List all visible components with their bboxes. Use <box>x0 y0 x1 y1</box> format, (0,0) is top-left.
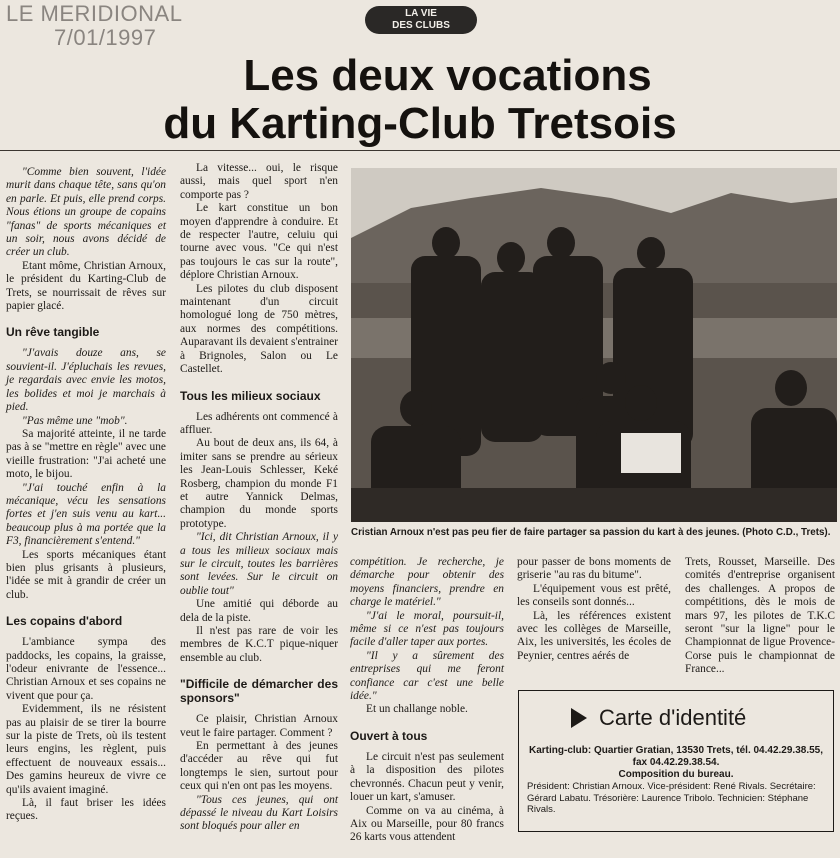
subheading: Ouvert à tous <box>350 728 428 743</box>
subheading: Tous les milieux sociaux <box>180 388 321 403</box>
paragraph: "J'avais douze ans, se souvient-il. J'épluchais les revues, je regardais avec envie les motos, les bolides et moi je marchais à pied. <box>6 347 166 414</box>
paragraph: "Il y a sûrement des entreprises qui me feront confiance car c'est une belle idée." <box>350 649 504 703</box>
photo-caption: Cristian Arnoux n'est pas peu fier de faire partager sa passion du kart à des jeunes. (Photo C.D., Trets). <box>351 527 831 538</box>
paragraph: Evidemment, ils ne résistent pas au plaisir de se tirer la bourre sur la piste de Trets, où ils testent leurs engins, les règlent, puis effectuent de nouveaux essais... Des gamins heureux de vivre ce qu'ils avaient imaginé. <box>6 703 166 796</box>
publication-date: 7/01/1997 <box>54 25 157 50</box>
paragraph: Le circuit n'est pas seulement à la disposition des pilotes chevronnés. Chacun peut y venir, louer un kart, s'amuser. <box>350 750 504 804</box>
subheading: Un rêve tangible <box>6 325 100 340</box>
paragraph: compétition. Je recherche, je démarche pour obtenir des moyens financiers, prendre en charge le matériel." <box>350 556 504 609</box>
headline-rule <box>0 150 840 151</box>
club-photo <box>351 168 837 522</box>
id-card-body <box>527 745 825 816</box>
paragraph: Ce plaisir, Christian Arnoux veut le faire partager. Comment ? <box>180 713 338 739</box>
id-card-title: Carte d'identité <box>599 705 747 730</box>
paragraph: pour passer de bons moments de griserie "au ras du bitume". <box>517 556 671 582</box>
club-address: Karting-club: Quartier Gratian, 13530 Trets, tél. 04.42.29.38.55, fax 04.42.29.38.54. <box>528 745 824 768</box>
section-rubric-badge <box>365 6 477 34</box>
column-2 <box>180 162 338 834</box>
rubric-line-2: DES CLUBS <box>392 20 450 31</box>
paragraph: Les pilotes du club disposent maintenant d'un circuit homologué long de 750 mètres, aux normes des compétitions. Auparavant ils devaient s'entrainer à Brignoles, Salon ou Le Castellet. <box>180 282 338 376</box>
paragraph: Comme on va au cinéma, à Aix ou Marseille, pour 80 francs 26 karts vous attendent <box>350 804 504 844</box>
paragraph: "J'ai touché enfin à la mécanique, vécu les sensations fortes et j'en suis venu au kart... beaucoup plus à ma portée que la F3, financièrement s'entend." <box>6 481 166 548</box>
paragraph: Le kart constitue un bon moyen d'apprendre à conduire. Et de respecter l'autre, celuiu qui tourne avec vous. "Ce qui n'est pas toujours le cas sur la route", déplore Christian Arnoux. <box>180 202 338 282</box>
paragraph: "J'ai le moral, poursuit-il, même si ce n'est pas toujours facile d'aller taper aux portes. <box>350 609 504 649</box>
paragraph: Les sports mécaniques étant bien plus grisants à plusieurs, l'idée se mit à grandir de créer un club. <box>6 548 166 601</box>
column-5 <box>685 556 835 677</box>
paragraph: L'équipement vous est prêté, les conseils sont donnés... <box>517 582 671 609</box>
subheading: Les copains d'abord <box>6 614 123 629</box>
headline-line-2: du Karting-Club Tretsois <box>163 99 677 148</box>
paragraph: Au bout de deux ans, ils 64, à imiter sans se prendre au sérieux les Jean-Louis Schlesser, Keké Rosberg, champion du monde F1 et autre Yannick Delmas, champion du monde sports prototype. <box>180 437 338 530</box>
board-heading: Composition du bureau. <box>618 769 734 780</box>
paragraph: Sa majorité atteinte, il ne tarde pas à se "mettre en règle" avec une vieille frustration: "J'ai acheté une moto, le bijou. <box>6 427 166 481</box>
rubric-line-1: LA VIE <box>405 8 437 19</box>
paragraph: Là, les références existent avec les collèges de Marseille, Aix, les universités, les écoles de Peynier, centres aérés de <box>517 609 671 662</box>
paragraph: Là, il faut briser les idées reçues. <box>6 797 166 823</box>
id-card-box <box>518 690 834 832</box>
arrow-right-icon <box>571 708 587 728</box>
paragraph: Les adhérents ont commencé à affluer. <box>180 410 338 436</box>
paragraph: Etant môme, Christian Arnoux, le président du Karting-Club de Trets, se nourrissait de rêves sur papier glacé. <box>6 259 166 313</box>
column-4 <box>517 556 671 663</box>
paragraph: Trets, Rousset, Marseille. Des comités d'entreprise organisent des challenges. A propos de compétitions, dès le mois de mars 97, les pilotes de T.K.C seront "sur la ligne" pour le Championnat de ligue Provence-Corse puis le championnat de France... <box>685 556 835 676</box>
paragraph: La vitesse... oui, le risque aussi, mais quel sport n'en comporte pas ? <box>180 162 338 201</box>
paragraph: "Ici, dit Christian Arnoux, il y a tous les milieux sociaux mais sur le circuit, toutes les barrières sont levées. Sur le circuit on oublie tout" <box>180 531 338 597</box>
board-members: Président: Christian Arnoux. Vice-président: René Rivals. Secrétaire: Gérard Labatu. Trésorière: Laurence Tribolo. Technicien: Stéphane Rivals. <box>527 781 816 815</box>
paragraph: Et un challange noble. <box>366 703 468 716</box>
paragraph: "Tous ces jeunes, qui ont dépassé le niveau du Kart Loisirs sont bloqués pour aller en <box>180 793 338 833</box>
paragraph: En permettant à des jeunes d'accéder au rêve qui fut longtemps le sien, surtout pour ceux qui n'en ont pas les moyens. <box>180 740 338 793</box>
column-3 <box>350 556 504 845</box>
paragraph: Une amitié qui déborde au dela de la piste. <box>180 598 338 624</box>
column-1 <box>6 166 166 824</box>
subheading: "Difficile de démarcher des sponsors" <box>180 677 338 706</box>
article-headline <box>0 52 840 148</box>
paragraph: "Comme bien souvent, l'idée murit dans chaque tête, sans qu'on en parle. Et puis, elle prend corps. Nous étions un groupe de copains "fanas" de sports mécaniques et un soir, nous avons décidé de créer un club. <box>6 166 166 259</box>
masthead <box>6 2 182 50</box>
paragraph: "Pas même une "mob". <box>22 414 128 427</box>
paragraph: Il n'est pas rare de voir les membres de K.C.T pique-niquer ensemble au club. <box>180 625 338 664</box>
club-photo-image <box>351 168 837 522</box>
headline-line-1: Les deux vocations <box>243 51 652 100</box>
newspaper-name: LE MERIDIONAL <box>6 1 183 26</box>
paragraph: L'ambiance sympa des paddocks, les copains, la graisse, l'odeur enivrante de l'essence... Christian Arnoux et ses copains ne vivent que pour ça. <box>6 636 166 702</box>
id-card-title-row <box>571 705 833 731</box>
